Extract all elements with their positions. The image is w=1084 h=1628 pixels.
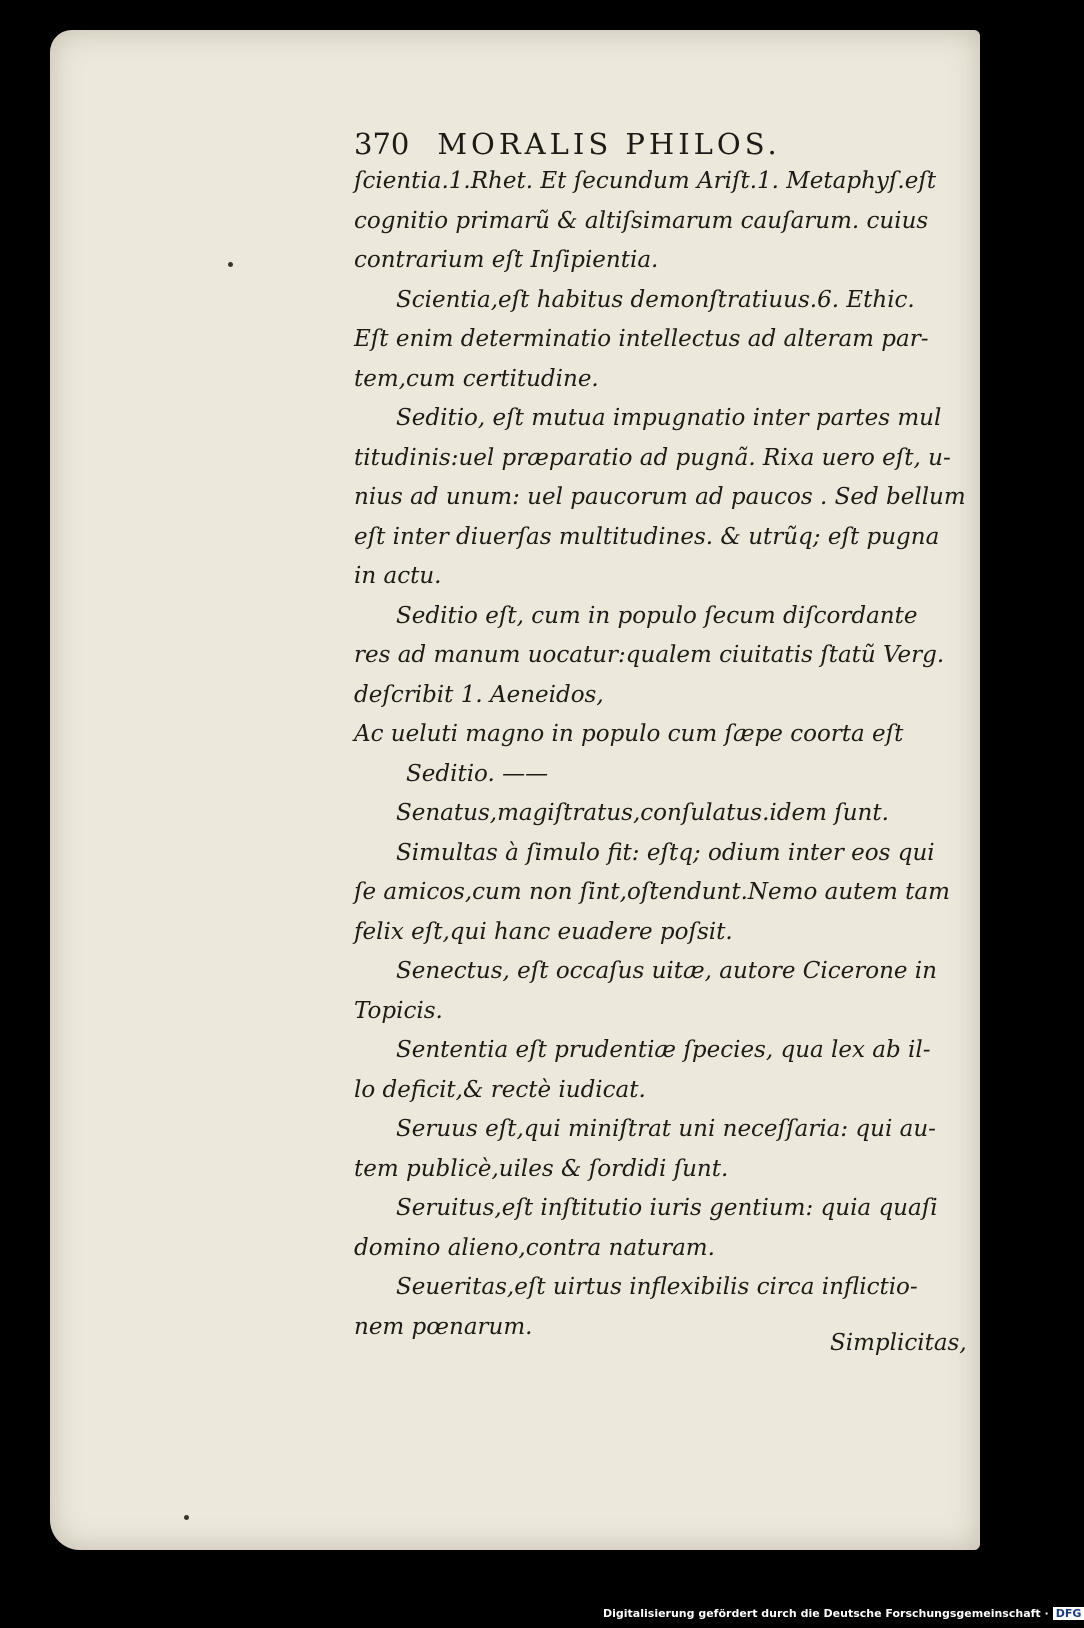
entry-seueritas: Seueritas,eſt uirtus inflexibilis circa inflictio-: [396, 1274, 918, 1300]
entry-seditio-2: Seditio eſt, cum in populo ſecum diſcordante: [396, 602, 918, 629]
dfg-logo: DFG: [1053, 1607, 1084, 1620]
text-line: nem pœnarum.: [354, 1313, 533, 1340]
text-line: Eſt enim determinatio intellectus ad alteram par-: [354, 326, 929, 352]
running-title: MORALIS PHILOS.: [437, 127, 781, 161]
entry-seruus: Seruus eſt,qui miniſtrat uni neceſſaria: qui au-: [396, 1116, 936, 1142]
entry-seditio: Seditio, eſt mutua impugnatio inter partes mul: [396, 405, 942, 431]
text-line: domino alieno,contra naturam.: [354, 1234, 715, 1261]
text-line: cognitio primarũ & altiſsimarum cauſarum. cuius: [354, 207, 929, 234]
text-line: contrarium eſt Inſipientia.: [354, 247, 659, 273]
text-line: eſt inter diuerſas multitudines. & utrũq; eſt pugna: [354, 523, 940, 550]
text-line: in actu.: [354, 563, 442, 589]
text-line: titudinis:uel præparatio ad pugnã. Rixa uero eſt, u-: [354, 444, 951, 471]
body-text: [354, 162, 966, 1347]
ink-spot: [228, 262, 233, 267]
text-line: nius ad unum: uel paucorum ad paucos . Sed bellum: [354, 484, 966, 510]
entry-simultas: Simultas à ſimulo fit: eſtq; odium inter eos qui: [396, 839, 935, 866]
ink-spot: [184, 1515, 189, 1520]
text-line: tem,cum certitudine.: [354, 365, 599, 392]
verse-quote: Ac ueluti magno in populo cum ſæpe coorta eſt: [354, 721, 904, 747]
verse-quote: Seditio. ——: [406, 760, 549, 787]
digitization-credit: Digitalisierung gefördert durch die Deutsche Forschungsgemeinschaft · DFG: [603, 1607, 1084, 1620]
text-line: Topicis.: [354, 997, 443, 1024]
entry-senectus: Senectus, eſt occaſus uitæ, autore Cicerone in: [396, 958, 937, 984]
running-header: [354, 127, 781, 161]
text-line: ſe amicos,cum non ſint,oſtendunt.Nemo autem tam: [354, 879, 950, 905]
entry-scientia: Scientia,eſt habitus demonſtratiuus.6. Ethic.: [396, 286, 915, 313]
entry-seruitus: Seruitus,eſt inſtitutio iuris gentium: quia quaſi: [396, 1195, 938, 1221]
text-line: lo deficit,& rectè iudicat.: [354, 1076, 646, 1103]
text-line: tem publicè,uiles & ſordidi ſunt.: [354, 1155, 729, 1182]
text-line: res ad manum uocatur:qualem ciuitatis ſtatũ Verg.: [354, 642, 945, 668]
text-line: ſcientia.1.Rhet. Et ſecundum Ariſt.1. Metaphyſ.eſt: [354, 168, 937, 194]
page-number: 370: [354, 127, 410, 161]
text-line: felix eſt,qui hanc euadere poſsit.: [354, 918, 733, 945]
catchword: Simplicitas,: [830, 1330, 967, 1356]
entry-sententia: Sententia eſt prudentiæ ſpecies, qua lex ab il-: [396, 1037, 931, 1063]
text-line: deſcribit 1. Aeneidos,: [354, 681, 604, 708]
credit-text: Digitalisierung gefördert durch die Deutsche Forschungsgemeinschaft: [603, 1607, 1041, 1620]
entry-senatus: Senatus,magiſtratus,conſulatus.idem ſunt.: [396, 800, 889, 826]
